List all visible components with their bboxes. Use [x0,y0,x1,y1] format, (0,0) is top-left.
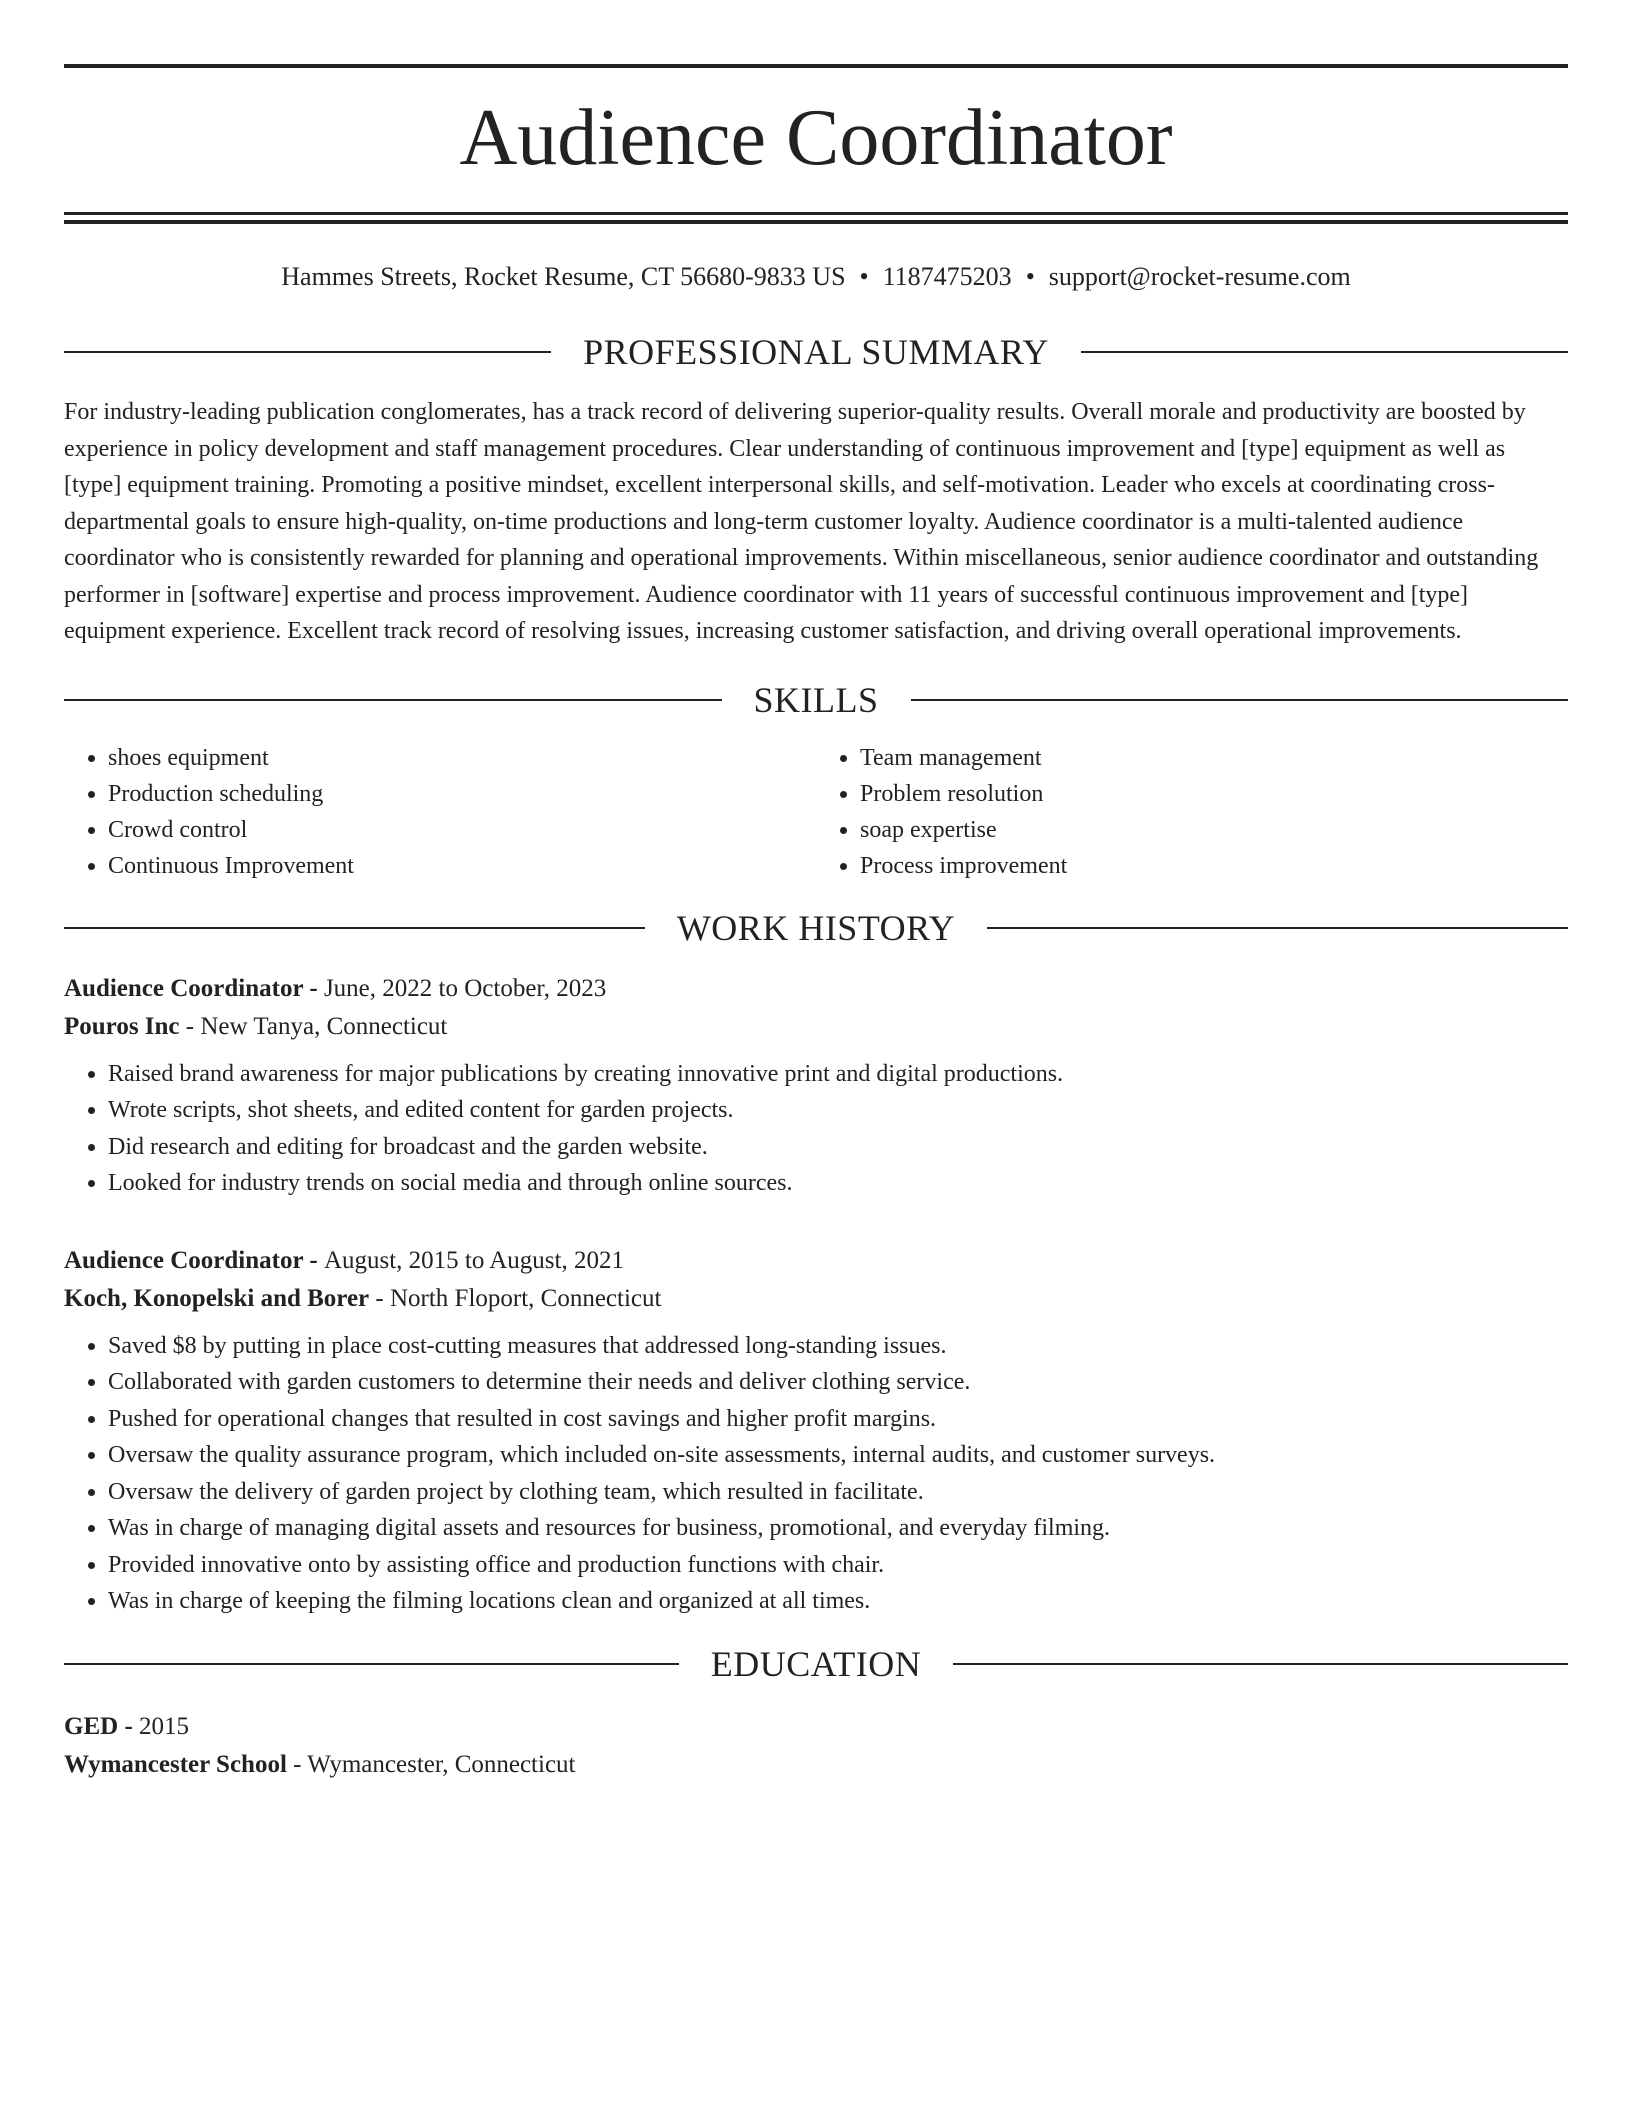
job-company: Koch, Konopelski and Borer [64,1284,370,1312]
job-bullets [64,1056,1568,1202]
skill-item: • Production scheduling [108,776,816,812]
skill-item: • Team management [860,740,1568,776]
skill-item: • Problem resolution [860,776,1568,812]
job-company-line [64,1008,1568,1046]
job-company-line [64,1280,1568,1318]
dash: - [303,974,324,1002]
job-bullet: • Was in charge of keeping the filming locations clean and organized at all times. [108,1583,1568,1620]
section-title: SKILLS [753,679,879,720]
contact-separator: • [1025,262,1035,291]
education-entry [64,1708,1568,1784]
heading-rule [64,927,645,929]
education-school: Wymancester School [64,1750,287,1778]
section-title: WORK HISTORY [676,907,956,948]
skill-item: • Crowd control [108,812,816,848]
heading-rule [64,699,722,701]
section-heading-skills [64,680,1568,720]
education-year: 2015 [139,1712,190,1740]
section-heading-summary [64,332,1568,372]
job-entry [64,1242,1568,1620]
dash: - [369,1284,390,1312]
job-bullet: • Saved $8 by putting in place cost-cutting measures that addressed long-standing issues. [108,1328,1568,1365]
job-bullet: • Oversaw the delivery of garden project by clothing team, which resulted in facilitate. [108,1474,1568,1511]
job-dates: June, 2022 to October, 2023 [323,974,607,1002]
job-bullet: • Oversaw the quality assurance program, which included on-site assessments, internal audits, and customer surveys. [108,1437,1568,1474]
job-location: North Floport, Connecticut [389,1284,662,1312]
section-title: EDUCATION [710,1643,922,1684]
job-bullet: • Provided innovative onto by assisting office and production functions with chair. [108,1547,1568,1584]
section-title: PROFESSIONAL SUMMARY [583,332,1049,372]
education-location: Wymancester, Connecticut [307,1750,576,1778]
job-bullet: • Did research and editing for broadcast and the garden website. [108,1129,1568,1166]
resume-content [64,64,1568,1784]
skill-item: • soap expertise [860,812,1568,848]
dash: - [286,1750,308,1778]
job-title-line [64,1242,1568,1280]
rule-thin [64,212,1568,215]
job-company: Pouros Inc [64,1012,180,1040]
contact-separator: • [859,262,869,291]
dash: - [303,1246,324,1274]
job-entry [64,970,1568,1202]
summary-text: For industry-leading publication conglomerates, has a track record of delivering superior-quality results. Overall morale and productivity are boosted by experience in policy development and staff management procedures. Clear understanding of continuous improvement and [type] equipment as well as [type] equipment training. Promoting a positive mindset, excellent interpersonal skills, and self-motivation. Leader who excels at coordinating cross-departmental goals to ensure high-quality, on-time productions and long-term customer loyalty. Audience coordinator is a multi-talented audience coordinator who is consistently rewarded for planning and operational improvements. Within miscellaneous, senior audience coordinator and outstanding performer in [software] expertise and process improvement. Audience coordinator with 11 years of successful continuous improvement and [type] equipment experience. Excellent track record of resolving issues, increasing customer satisfaction, and driving overall operational improvements. [64,399,1539,644]
contact-phone: 1187475203 [882,262,1012,291]
job-title-line [64,970,1568,1008]
job-bullet: • Raised brand awareness for major publications by creating innovative print and digital productions. [108,1056,1568,1093]
skills-column-left [64,740,816,884]
education-degree-line [64,1708,1568,1746]
skills-column-right [816,740,1568,884]
heading-rule [953,1663,1568,1665]
section-heading-education [64,1644,1568,1684]
job-bullet: • Was in charge of managing digital assets and resources for business, promotional, and everyday filming. [108,1510,1568,1547]
heading-rule [1081,351,1568,353]
education-degree: GED [64,1712,119,1740]
section-heading-work [64,908,1568,948]
contact-email: support@rocket-resume.com [1048,262,1351,291]
job-location: New Tanya, Connecticut [200,1012,448,1040]
top-rule [64,64,1568,68]
skill-item: • Continuous Improvement [108,848,816,884]
job-dates: August, 2015 to August, 2021 [323,1246,624,1274]
heading-rule [64,351,551,353]
contact-address: Hammes Streets, Rocket Resume, CT 56680-9833 US [281,262,846,291]
job-bullet: • Wrote scripts, shot sheets, and edited content for garden projects. [108,1092,1568,1129]
job-bullet: • Looked for industry trends on social media and through online sources. [108,1165,1568,1202]
job-title: Audience Coordinator [64,974,304,1002]
skill-item: • shoes equipment [108,740,816,776]
heading-rule [64,1663,679,1665]
title-double-rule [64,212,1568,224]
job-bullet: • Collaborated with garden customers to determine their needs and deliver clothing service. [108,1364,1568,1401]
heading-rule [911,699,1569,701]
heading-rule [987,927,1568,929]
job-bullet: • Pushed for operational changes that resulted in cost savings and higher profit margins. [108,1401,1568,1438]
job-bullets [64,1328,1568,1620]
skill-item: • Process improvement [860,848,1568,884]
dash: - [118,1712,140,1740]
job-title: Audience Coordinator [64,1246,304,1274]
rule-thick [64,220,1568,224]
contact-line [64,260,1568,294]
education-school-line [64,1746,1568,1784]
skills-list [64,740,1568,884]
resume-title: Audience Coordinator [459,94,1173,182]
dash: - [179,1012,201,1040]
